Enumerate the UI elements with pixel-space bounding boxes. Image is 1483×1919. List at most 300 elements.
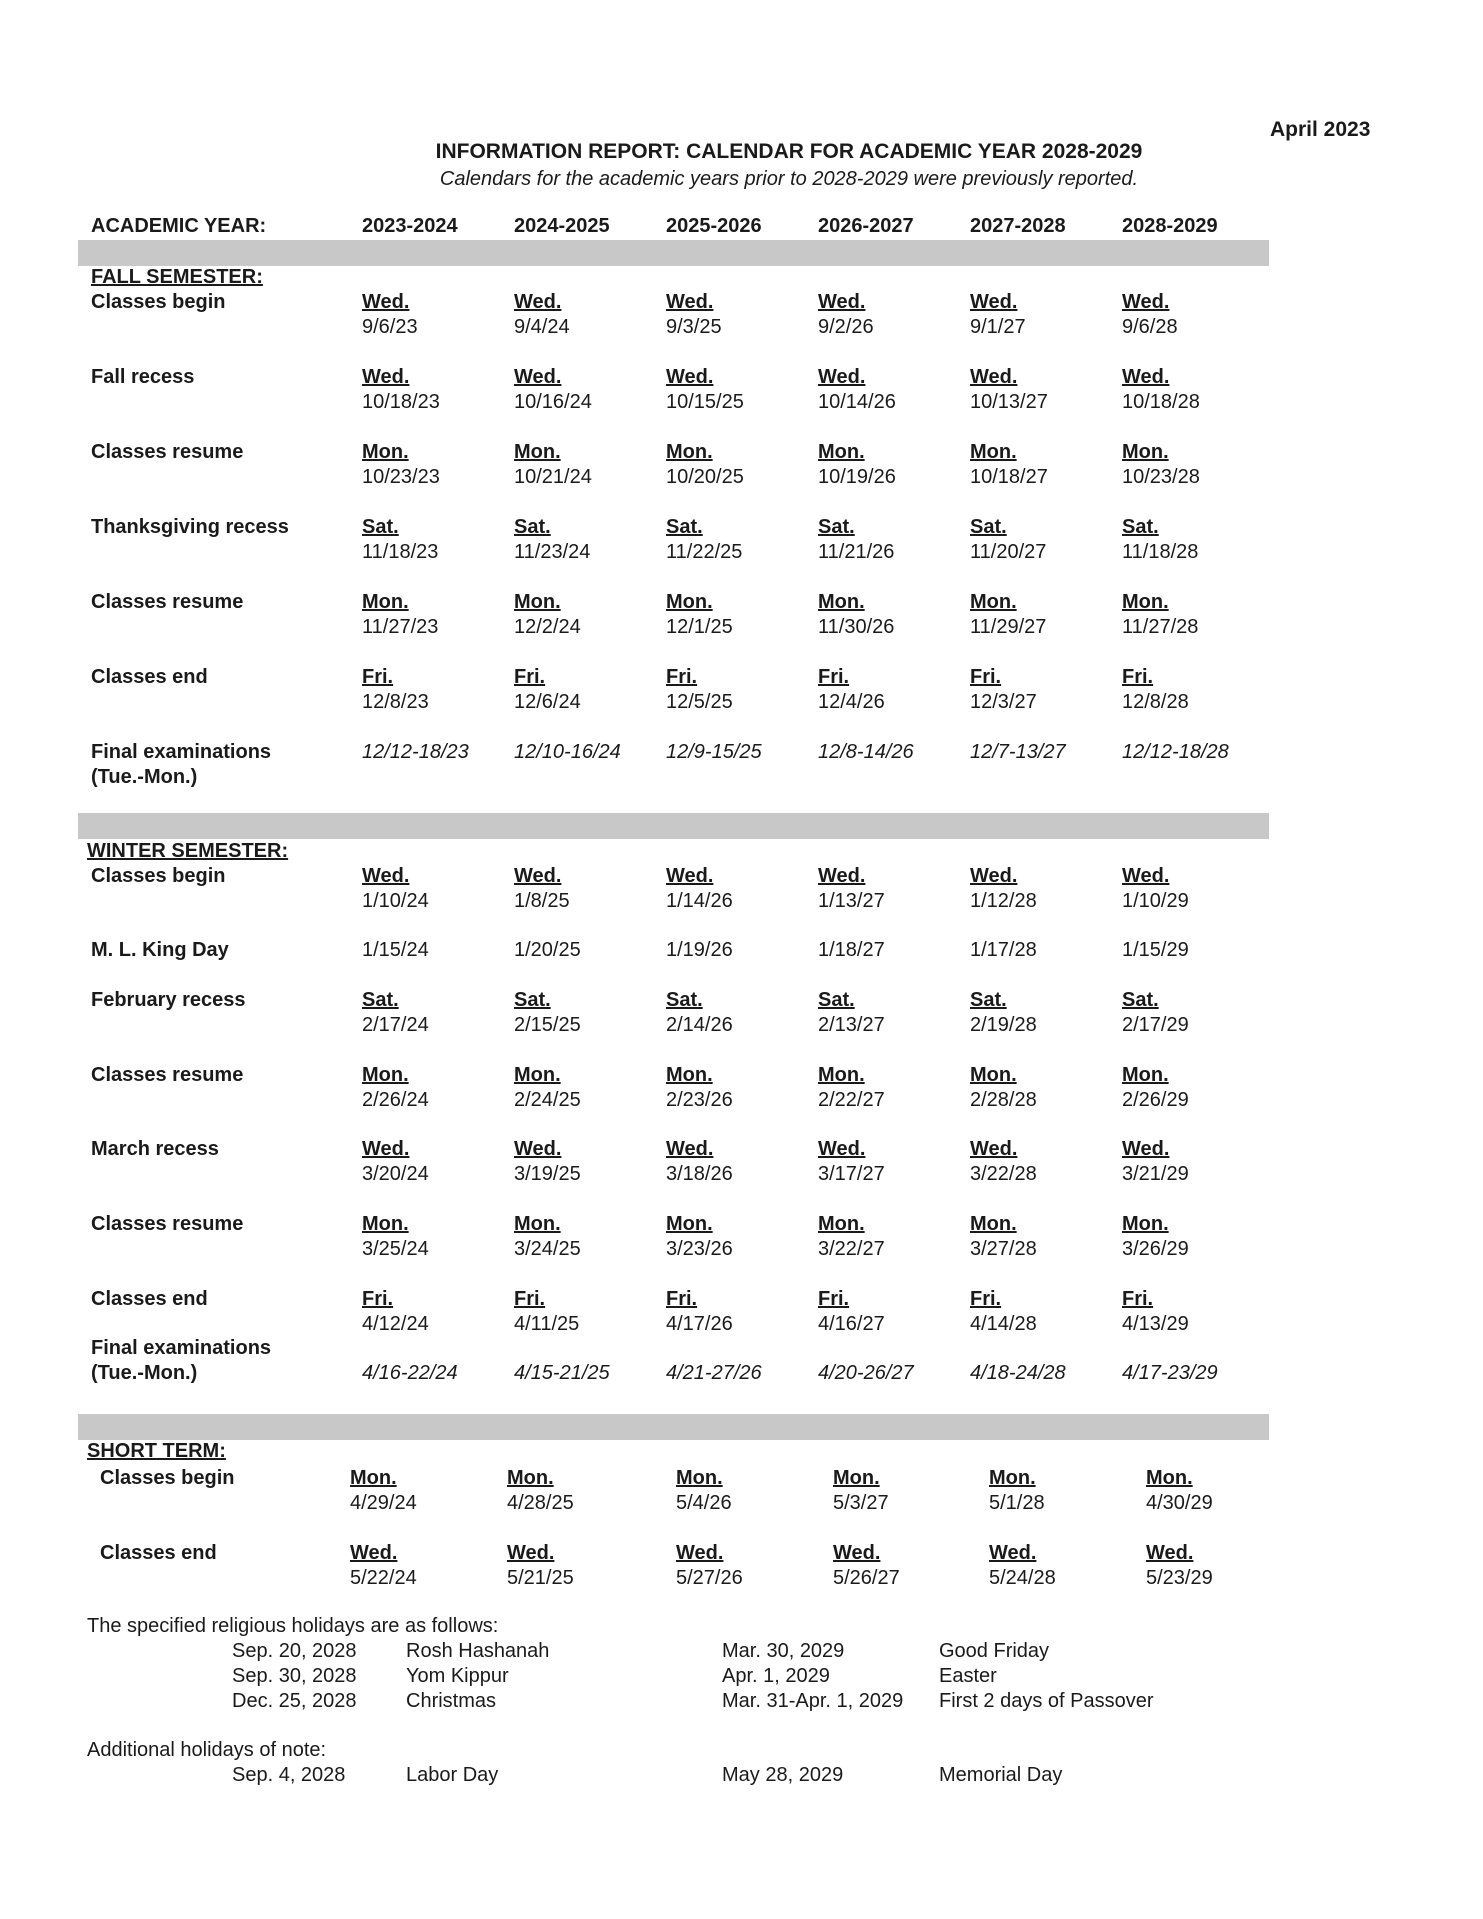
weekday: Mon.: [514, 1064, 561, 1086]
date: 9/2/26: [818, 316, 874, 338]
date: 3/23/26: [666, 1238, 733, 1260]
date: 3/20/24: [362, 1163, 429, 1185]
weekday: Wed.: [666, 366, 714, 388]
date: 10/20/25: [666, 466, 744, 488]
date-cell: [1122, 515, 1198, 565]
weekday: Fri.: [818, 666, 850, 688]
weekday: Fri.: [362, 1288, 394, 1310]
weekday: Mon.: [818, 441, 865, 463]
date-cell: [514, 290, 570, 340]
date: 11/18/23: [362, 541, 439, 563]
date: 4/14/28: [970, 1313, 1037, 1335]
weekday: Wed.: [666, 1138, 714, 1160]
exam-range: 12/12-18/23: [362, 741, 469, 763]
weekday: Wed.: [362, 865, 410, 887]
holiday-name: Labor Day: [406, 1764, 499, 1786]
weekday: Sat.: [666, 516, 703, 538]
weekday: Mon.: [970, 591, 1017, 613]
report-title: INFORMATION REPORT: CALENDAR FOR ACADEMIC YEAR 2028-2029: [435, 140, 1143, 163]
date: 2/22/27: [818, 1089, 885, 1111]
weekday: Wed.: [362, 291, 410, 313]
date-cell: [818, 590, 894, 640]
weekday: Wed.: [818, 366, 866, 388]
date: 1/13/27: [818, 890, 885, 912]
date-cell: [666, 365, 744, 415]
date-cell: [1122, 864, 1189, 914]
date: 1/14/26: [666, 890, 733, 912]
date-cell: [666, 864, 733, 914]
additional-holidays-intro: Additional holidays of note:: [87, 1739, 327, 1761]
date: 4/16/27: [818, 1313, 885, 1335]
row-label: Classes resume: [91, 1064, 244, 1086]
date-cell: [970, 988, 1037, 1038]
date-cell: [362, 440, 440, 490]
date-cell: [362, 590, 438, 640]
date-cell: [1146, 1466, 1213, 1516]
holiday-date: Mar. 31-Apr. 1, 2029: [722, 1690, 904, 1712]
date: 9/6/23: [362, 316, 418, 338]
date-cell: [818, 1287, 885, 1337]
date: 1/10/24: [362, 890, 429, 912]
row-label: Final examinations: [91, 741, 272, 763]
date-cell: [362, 290, 418, 340]
weekday: Wed.: [362, 366, 410, 388]
row-label: Classes end: [100, 1542, 217, 1564]
weekday: Sat.: [362, 989, 399, 1011]
weekday: Fri.: [1122, 666, 1154, 688]
date: 4/29/24: [350, 1492, 417, 1514]
weekday: Wed.: [514, 366, 562, 388]
date-cell: [362, 515, 438, 565]
date: 9/1/27: [970, 316, 1026, 338]
date: 2/24/25: [514, 1089, 581, 1111]
date-cell: [514, 590, 581, 640]
weekday: Wed.: [818, 865, 866, 887]
date-cell: [970, 290, 1026, 340]
date: 12/1/25: [666, 616, 733, 638]
weekday: Wed.: [1122, 291, 1170, 313]
date: 10/16/24: [514, 391, 592, 413]
weekday: Wed.: [514, 1138, 562, 1160]
date-cell: [666, 1063, 733, 1113]
date-cell: [666, 988, 733, 1038]
exam-range: 12/12-18/28: [1122, 741, 1229, 763]
exam-range: 4/16-22/24: [362, 1362, 458, 1384]
weekday: Mon.: [818, 1213, 865, 1235]
date-cell: [514, 365, 592, 415]
date: 3/24/25: [514, 1238, 581, 1260]
date: 4/11/25: [514, 1313, 580, 1335]
exam-range: 12/8-14/26: [818, 741, 914, 763]
date-cell: [362, 1137, 429, 1187]
weekday: Mon.: [1122, 591, 1169, 613]
date-cell: [833, 1466, 889, 1516]
weekday: Sat.: [362, 516, 399, 538]
date: 9/6/28: [1122, 316, 1178, 338]
weekday: Mon.: [1146, 1467, 1193, 1489]
date: 5/1/28: [989, 1492, 1045, 1514]
weekday: Mon.: [666, 1064, 713, 1086]
date: 11/21/26: [818, 541, 895, 563]
date: 9/4/24: [514, 316, 570, 338]
row-label: February recess: [91, 989, 246, 1011]
weekday: Mon.: [818, 591, 865, 613]
short-term-heading: SHORT TERM:: [87, 1440, 226, 1462]
weekday: Wed.: [833, 1542, 881, 1564]
weekday: Mon.: [514, 1213, 561, 1235]
row-label: Classes begin: [91, 291, 226, 313]
date: 3/21/29: [1122, 1163, 1189, 1185]
date-cell: [362, 1287, 429, 1337]
weekday: Wed.: [970, 1138, 1018, 1160]
year-header: 2026-2027: [818, 215, 914, 237]
date: 11/29/27: [970, 616, 1047, 638]
date-cell: [1122, 665, 1189, 715]
date-cell: [818, 440, 896, 490]
weekday: Wed.: [666, 291, 714, 313]
date: 12/5/25: [666, 691, 733, 713]
row-label: (Tue.-Mon.): [91, 766, 198, 788]
weekday: Sat.: [818, 989, 855, 1011]
row-label: March recess: [91, 1138, 219, 1160]
holiday-name: Easter: [939, 1665, 997, 1687]
mlk-date: 1/15/29: [1122, 939, 1189, 961]
weekday: Sat.: [1122, 516, 1159, 538]
date: 5/23/29: [1146, 1567, 1213, 1589]
weekday: Fri.: [666, 666, 698, 688]
row-label: M. L. King Day: [91, 939, 229, 961]
row-label: Thanksgiving recess: [91, 516, 289, 538]
weekday: Wed.: [1122, 1138, 1170, 1160]
date-cell: [514, 440, 592, 490]
date-cell: [514, 1063, 581, 1113]
date: 1/8/25: [514, 890, 570, 912]
weekday: Fri.: [818, 1288, 850, 1310]
date: 12/8/23: [362, 691, 429, 713]
mlk-date: 1/17/28: [970, 939, 1037, 961]
weekday: Mon.: [676, 1467, 723, 1489]
holiday-name: First 2 days of Passover: [939, 1690, 1154, 1712]
religious-holidays-intro: The specified religious holidays are as follows:: [87, 1615, 499, 1637]
exam-range: 12/9-15/25: [666, 741, 762, 763]
date-cell: [818, 1137, 885, 1187]
date-cell: [1122, 1137, 1189, 1187]
weekday: Wed.: [818, 1138, 866, 1160]
holiday-name: Christmas: [406, 1690, 497, 1712]
date-cell: [1146, 1541, 1213, 1591]
row-label: Classes begin: [100, 1467, 235, 1489]
date-cell: [1122, 590, 1198, 640]
date: 3/22/28: [970, 1163, 1037, 1185]
holiday-date: May 28, 2029: [722, 1764, 844, 1786]
weekday: Mon.: [362, 441, 409, 463]
date-cell: [514, 1212, 581, 1262]
date-cell: [970, 365, 1048, 415]
weekday: Wed.: [1122, 366, 1170, 388]
date: 10/19/26: [818, 466, 896, 488]
holiday-name: Memorial Day: [939, 1764, 1063, 1786]
mlk-date: 1/20/25: [514, 939, 581, 961]
holiday-date: Apr. 1, 2029: [722, 1665, 830, 1687]
weekday: Mon.: [362, 1064, 409, 1086]
date: 1/12/28: [970, 890, 1037, 912]
date-cell: [666, 440, 744, 490]
date: 11/22/25: [666, 541, 743, 563]
date: 5/24/28: [989, 1567, 1056, 1589]
date-cell: [970, 1063, 1037, 1113]
date: 4/12/24: [362, 1313, 429, 1335]
date: 10/21/24: [514, 466, 592, 488]
weekday: Sat.: [970, 516, 1007, 538]
date-cell: [507, 1466, 574, 1516]
date: 4/17/26: [666, 1313, 733, 1335]
weekday: Wed.: [514, 291, 562, 313]
date-cell: [818, 864, 885, 914]
date-cell: [507, 1541, 574, 1591]
exam-range: 4/15-21/25: [514, 1362, 610, 1384]
section-divider: [78, 813, 1269, 839]
date-cell: [989, 1466, 1045, 1516]
exam-range: 12/7-13/27: [970, 741, 1066, 763]
date-cell: [1122, 365, 1200, 415]
weekday: Mon.: [514, 591, 561, 613]
date: 3/19/25: [514, 1163, 581, 1185]
row-label: Final examinations: [91, 1337, 272, 1359]
date-cell: [514, 515, 590, 565]
year-header: 2025-2026: [666, 215, 762, 237]
date: 2/28/28: [970, 1089, 1037, 1111]
weekday: Fri.: [362, 666, 394, 688]
exam-range: 4/18-24/28: [970, 1362, 1066, 1384]
section-divider: [78, 240, 1269, 266]
date-cell: [514, 665, 581, 715]
row-label: Classes resume: [91, 1213, 244, 1235]
date-cell: [989, 1541, 1056, 1591]
date: 2/17/29: [1122, 1014, 1189, 1036]
date-cell: [970, 515, 1046, 565]
weekday: Wed.: [362, 1138, 410, 1160]
mlk-date: 1/19/26: [666, 939, 733, 961]
date: 10/18/23: [362, 391, 440, 413]
weekday: Fri.: [970, 1288, 1002, 1310]
date-cell: [676, 1466, 732, 1516]
date-cell: [666, 665, 733, 715]
weekday: Sat.: [514, 989, 551, 1011]
weekday: Wed.: [507, 1542, 555, 1564]
year-header: 2027-2028: [970, 215, 1066, 237]
date-cell: [514, 1137, 581, 1187]
date: 12/8/28: [1122, 691, 1189, 713]
weekday: Mon.: [833, 1467, 880, 1489]
date: 10/14/26: [818, 391, 896, 413]
date-cell: [818, 988, 885, 1038]
date-cell: [350, 1541, 417, 1591]
date: 3/18/26: [666, 1163, 733, 1185]
weekday: Wed.: [970, 865, 1018, 887]
exam-range: 4/17-23/29: [1122, 1362, 1218, 1384]
date-cell: [818, 665, 885, 715]
row-label: Classes resume: [91, 441, 244, 463]
date-cell: [666, 1137, 733, 1187]
date: 12/6/24: [514, 691, 581, 713]
date: 4/28/25: [507, 1492, 574, 1514]
date: 3/25/24: [362, 1238, 429, 1260]
date: 12/2/24: [514, 616, 581, 638]
date: 11/30/26: [818, 616, 895, 638]
date: 2/14/26: [666, 1014, 733, 1036]
date-cell: [1122, 290, 1178, 340]
date-cell: [666, 1212, 733, 1262]
row-label: (Tue.-Mon.): [91, 1362, 198, 1384]
weekday: Mon.: [970, 441, 1017, 463]
weekday: Mon.: [970, 1064, 1017, 1086]
date: 11/27/23: [362, 616, 439, 638]
title-block: [0, 140, 1483, 191]
date-cell: [1122, 440, 1200, 490]
exam-range: 4/21-27/26: [666, 1362, 762, 1384]
date-cell: [676, 1541, 743, 1591]
weekday: Mon.: [1122, 441, 1169, 463]
date-cell: [362, 1063, 429, 1113]
date: 10/23/23: [362, 466, 440, 488]
date-cell: [970, 1212, 1037, 1262]
holiday-name: Rosh Hashanah: [406, 1640, 550, 1662]
date-cell: [362, 365, 440, 415]
holiday-date: Sep. 20, 2028: [232, 1640, 357, 1662]
date-cell: [362, 1212, 429, 1262]
weekday: Wed.: [666, 865, 714, 887]
weekday: Wed.: [1122, 865, 1170, 887]
date-cell: [666, 590, 733, 640]
weekday: Wed.: [514, 865, 562, 887]
row-label: Classes end: [91, 666, 208, 688]
weekday: Fri.: [514, 666, 546, 688]
weekday: Mon.: [818, 1064, 865, 1086]
holiday-date: Sep. 30, 2028: [232, 1665, 357, 1687]
weekday: Mon.: [666, 1213, 713, 1235]
report-date: April 2023: [1270, 118, 1371, 141]
weekday: Wed.: [676, 1542, 724, 1564]
date-cell: [362, 864, 429, 914]
date-cell: [833, 1541, 900, 1591]
date: 2/19/28: [970, 1014, 1037, 1036]
weekday: Mon.: [1122, 1064, 1169, 1086]
date-cell: [1122, 988, 1189, 1038]
date: 5/4/26: [676, 1492, 732, 1514]
date: 3/26/29: [1122, 1238, 1189, 1260]
date: 10/13/27: [970, 391, 1048, 413]
weekday: Fri.: [666, 1288, 698, 1310]
date-cell: [362, 988, 429, 1038]
mlk-date: 1/18/27: [818, 939, 885, 961]
date: 2/17/24: [362, 1014, 429, 1036]
date: 4/13/29: [1122, 1313, 1189, 1335]
weekday: Wed.: [350, 1542, 398, 1564]
date-cell: [514, 1287, 579, 1337]
date: 10/18/27: [970, 466, 1048, 488]
holiday-date: Dec. 25, 2028: [232, 1690, 357, 1712]
date-cell: [362, 665, 429, 715]
date-cell: [970, 1287, 1037, 1337]
weekday: Sat.: [666, 989, 703, 1011]
academic-year-label: ACADEMIC YEAR:: [91, 215, 267, 237]
weekday: Wed.: [1146, 1542, 1194, 1564]
date-cell: [818, 1063, 885, 1113]
row-label: Classes begin: [91, 865, 226, 887]
date: 10/23/28: [1122, 466, 1200, 488]
weekday: Sat.: [1122, 989, 1159, 1011]
date-cell: [970, 1137, 1037, 1187]
row-label: Classes end: [91, 1288, 208, 1310]
date-cell: [514, 864, 570, 914]
date-cell: [514, 988, 581, 1038]
date: 10/15/25: [666, 391, 744, 413]
date: 5/26/27: [833, 1567, 900, 1589]
date-cell: [818, 290, 874, 340]
date: 5/22/24: [350, 1567, 417, 1589]
weekday: Wed.: [989, 1542, 1037, 1564]
holiday-date: Sep. 4, 2028: [232, 1764, 346, 1786]
weekday: Mon.: [666, 591, 713, 613]
weekday: Mon.: [666, 441, 713, 463]
weekday: Fri.: [1122, 1288, 1154, 1310]
date: 1/10/29: [1122, 890, 1189, 912]
holiday-name: Yom Kippur: [406, 1665, 509, 1687]
date: 5/27/26: [676, 1567, 743, 1589]
mlk-date: 1/15/24: [362, 939, 429, 961]
weekday: Mon.: [362, 591, 409, 613]
date: 11/18/28: [1122, 541, 1199, 563]
date-cell: [818, 1212, 885, 1262]
weekday: Mon.: [350, 1467, 397, 1489]
date: 2/26/29: [1122, 1089, 1189, 1111]
date: 2/15/25: [514, 1014, 581, 1036]
exam-range: 4/20-26/27: [818, 1362, 914, 1384]
weekday: Mon.: [362, 1213, 409, 1235]
weekday: Mon.: [1122, 1213, 1169, 1235]
date-cell: [970, 590, 1046, 640]
weekday: Mon.: [514, 441, 561, 463]
winter-semester-heading: WINTER SEMESTER:: [87, 840, 289, 862]
date: 12/4/26: [818, 691, 885, 713]
date-cell: [970, 665, 1037, 715]
date: 3/22/27: [818, 1238, 885, 1260]
holiday-date: Mar. 30, 2029: [722, 1640, 845, 1662]
date-cell: [1122, 1063, 1189, 1113]
date: 11/27/28: [1122, 616, 1199, 638]
weekday: Sat.: [818, 516, 855, 538]
fall-semester-heading: FALL SEMESTER:: [91, 266, 263, 288]
date: 11/23/24: [514, 541, 591, 563]
exam-range: 12/10-16/24: [514, 741, 621, 763]
row-label: Fall recess: [91, 366, 195, 388]
weekday: Sat.: [514, 516, 551, 538]
date: 5/21/25: [507, 1567, 574, 1589]
year-header: 2023-2024: [362, 215, 458, 237]
date-cell: [970, 864, 1037, 914]
row-label: Classes resume: [91, 591, 244, 613]
date: 10/18/28: [1122, 391, 1200, 413]
date-cell: [350, 1466, 417, 1516]
weekday: Sat.: [970, 989, 1007, 1011]
date-cell: [818, 365, 896, 415]
date-cell: [666, 1287, 733, 1337]
date-cell: [1122, 1287, 1189, 1337]
date-cell: [970, 440, 1048, 490]
weekday: Wed.: [970, 291, 1018, 313]
date: 4/30/29: [1146, 1492, 1213, 1514]
date: 2/26/24: [362, 1089, 429, 1111]
